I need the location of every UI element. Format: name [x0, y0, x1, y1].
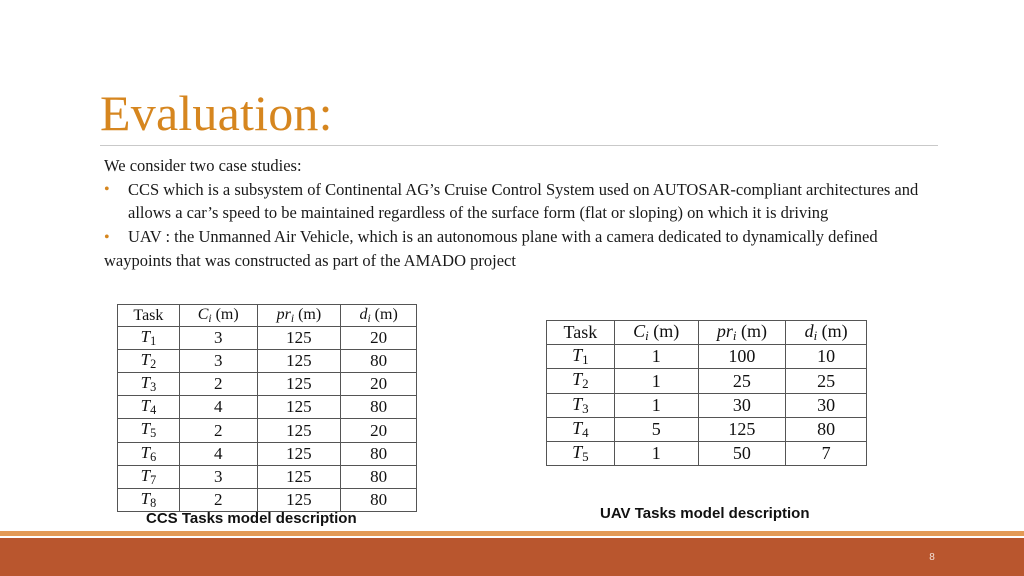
cell-d: 7	[786, 442, 867, 466]
cell-pr: 30	[698, 393, 786, 417]
table-row	[118, 419, 417, 442]
cell-d: 30	[786, 393, 867, 417]
cell-d: 80	[341, 488, 417, 511]
header-pr: $pr_i$ (m)	[698, 321, 786, 345]
cell-pr: 25	[698, 369, 786, 393]
cell-c: 2	[179, 419, 257, 442]
cell-c: 3	[179, 350, 257, 373]
cell-task: $T_5$	[118, 419, 180, 442]
cell-pr: 125	[257, 350, 341, 373]
bullet-ccs	[104, 178, 934, 225]
cell-d: 80	[341, 465, 417, 488]
bullet-dot-icon: •	[104, 228, 110, 246]
bullet-dot-icon: •	[104, 180, 110, 198]
ccs-tasks-table	[117, 304, 417, 512]
table-row	[118, 350, 417, 373]
cell-pr: 125	[698, 417, 786, 441]
cell-c: 3	[179, 327, 257, 350]
cell-d: 10	[786, 345, 867, 369]
bullet-ccs-text: CCS which is a subsystem of Continental AG’s Cruise Control System used on AUTOSAR-compliant architectures and allows a car’s speed to be maintained regardless of the surface form (flat or sloping) on which it is driving	[128, 179, 919, 222]
cell-pr: 125	[257, 465, 341, 488]
header-c: $C_i$ (m)	[179, 305, 257, 327]
cell-task: $T_1$	[118, 327, 180, 350]
ccs-table-caption: CCS Tasks model description	[146, 510, 357, 527]
cell-c: 1	[614, 345, 698, 369]
table-row	[118, 327, 417, 350]
intro-text: We consider two case studies:	[104, 156, 302, 175]
cell-d: 80	[341, 442, 417, 465]
cell-d: 20	[341, 419, 417, 442]
header-task: Task	[547, 321, 615, 345]
cell-task: $T_3$	[118, 373, 180, 396]
footer-accent-line	[0, 531, 1024, 536]
cell-c: 3	[179, 465, 257, 488]
cell-pr: 125	[257, 396, 341, 419]
table-header-row	[547, 321, 867, 345]
table-row	[547, 369, 867, 393]
cell-task: $T_8$	[118, 488, 180, 511]
table-row	[547, 442, 867, 466]
cell-c: 2	[179, 488, 257, 511]
table-row	[118, 396, 417, 419]
cell-c: 5	[614, 417, 698, 441]
cell-task: $T_7$	[118, 465, 180, 488]
cell-task: $T_3$	[547, 393, 615, 417]
cell-pr: 125	[257, 373, 341, 396]
table-row	[118, 465, 417, 488]
page-number: 8	[929, 552, 935, 563]
cell-task: $T_6$	[118, 442, 180, 465]
cell-c: 4	[179, 442, 257, 465]
cell-task: $T_5$	[547, 442, 615, 466]
header-d: $d_i$ (m)	[341, 305, 417, 327]
uav-table-caption: UAV Tasks model description	[600, 505, 810, 522]
cell-task: $T_4$	[547, 417, 615, 441]
title-divider	[100, 145, 938, 146]
uav-tasks-table	[546, 320, 867, 466]
cell-pr: 50	[698, 442, 786, 466]
bullet-uav-text: UAV : the Unmanned Air Vehicle, which is an autonomous plane with a camera dedicated to dynamically defined waypoints that was constructed as part of the AMADO project	[104, 226, 878, 270]
header-pr: $pr_i$ (m)	[257, 305, 341, 327]
table-row	[547, 417, 867, 441]
header-c: $C_i$ (m)	[614, 321, 698, 345]
cell-d: 20	[341, 327, 417, 350]
cell-d: 80	[341, 396, 417, 419]
cell-pr: 100	[698, 345, 786, 369]
cell-c: 1	[614, 369, 698, 393]
cell-pr: 125	[257, 327, 341, 350]
slide-body	[104, 154, 934, 273]
cell-task: $T_2$	[118, 350, 180, 373]
cell-c: 1	[614, 393, 698, 417]
table-row	[118, 442, 417, 465]
cell-task: $T_4$	[118, 396, 180, 419]
cell-d: 80	[341, 350, 417, 373]
slide-title: Evaluation:	[100, 85, 333, 141]
table-row	[118, 488, 417, 511]
cell-d: 25	[786, 369, 867, 393]
cell-c: 1	[614, 442, 698, 466]
cell-task: $T_1$	[547, 345, 615, 369]
cell-task: $T_2$	[547, 369, 615, 393]
cell-d: 80	[786, 417, 867, 441]
cell-pr: 125	[257, 419, 341, 442]
bullet-uav	[104, 225, 934, 273]
cell-c: 2	[179, 373, 257, 396]
cell-c: 4	[179, 396, 257, 419]
table-header-row	[118, 305, 417, 327]
table-row	[118, 373, 417, 396]
cell-pr: 125	[257, 442, 341, 465]
header-task: Task	[118, 305, 180, 327]
footer-bar	[0, 538, 1024, 576]
cell-pr: 125	[257, 488, 341, 511]
cell-d: 20	[341, 373, 417, 396]
table-row	[547, 345, 867, 369]
table-row	[547, 393, 867, 417]
header-d: $d_i$ (m)	[786, 321, 867, 345]
